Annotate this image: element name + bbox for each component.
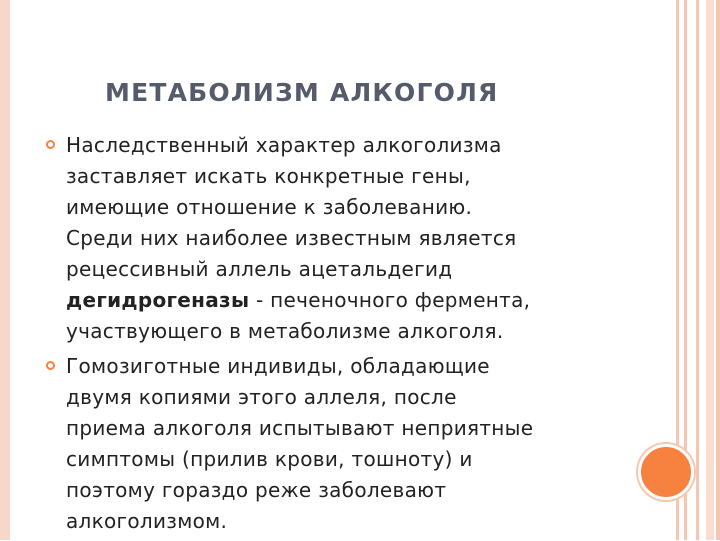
circle-bullet-icon [46,361,55,370]
bold-term: дегидрогеназы [66,288,250,312]
text-line [66,285,626,316]
slide-content [46,130,626,541]
text-line: симптомы (прилив крови, тошноту) и [66,447,473,471]
text-line: заставляет искать конкретные гены, [66,164,471,188]
stripe [716,0,720,540]
text-line: имеющие отношение к заболеванию. [66,195,473,219]
stripe [706,0,714,540]
bullet-item [46,351,626,537]
bullet-item [46,130,626,347]
text-line: Наследственный характер алкоголизма [66,133,502,157]
text-line: приема алкоголя испытывают неприятные [66,416,534,440]
bullet-text [66,351,626,537]
text-line: участвующего в метаболизме алкоголя. [66,319,504,343]
slide-title: МЕТАБОЛИЗМ АЛКОГОЛЯ [105,78,499,107]
orange-circle-decoration [638,444,694,500]
text-line: Гомозиготные индивиды, обладающие [66,354,490,378]
text-line: Среди них наиболее известным является [66,226,517,250]
left-border-decoration [0,0,10,540]
text-fragment: - печеночного фермента, [249,288,531,312]
text-line: двумя копиями этого аллеля, после [66,385,457,409]
bullet-text [66,130,626,347]
circle-bullet-icon [46,140,55,149]
stripe [696,0,699,540]
text-line: поэтому гораздо реже заболевают [66,478,447,502]
text-line: алкоголизмом. [66,509,228,533]
text-line: рецессивный аллель ацетальдегид [66,257,453,281]
